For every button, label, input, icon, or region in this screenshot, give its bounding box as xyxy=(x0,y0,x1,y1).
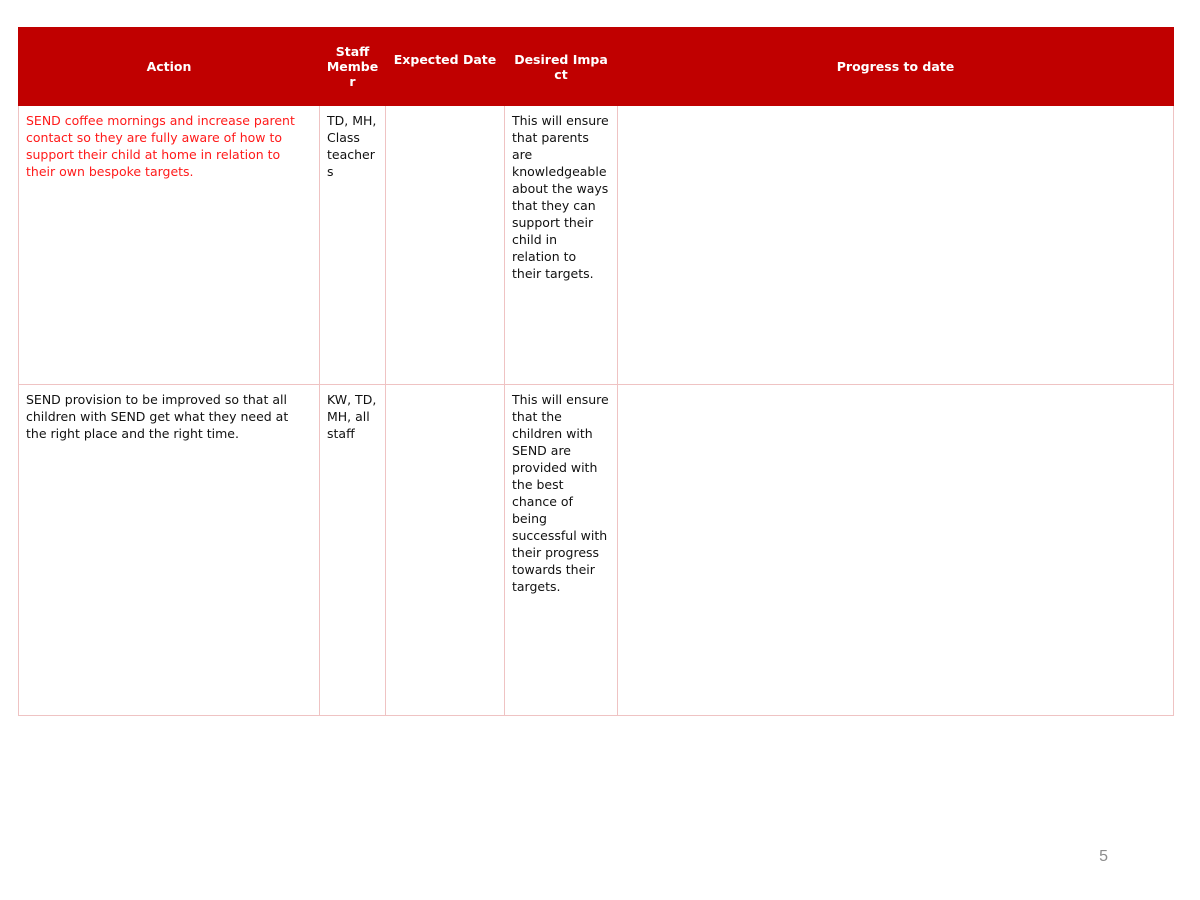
header-progress-to-date: Progress to date xyxy=(618,28,1174,106)
action-cell: SEND coffee mornings and increase parent contact so they are fully aware of how to support their child at home in relation to their own bespoke targets. xyxy=(19,106,320,385)
staff-cell: TD, MH, Class teacher s xyxy=(320,106,386,385)
expected-date-cell xyxy=(386,106,505,385)
progress-cell xyxy=(618,385,1174,716)
expected-date-cell xyxy=(386,385,505,716)
desired-impact-cell: This will ensure that parents are knowledgeable about the ways that they can support their child in relation to their targets. xyxy=(505,106,618,385)
header-action: Action xyxy=(19,28,320,106)
header-expected-date: Expected Date xyxy=(386,28,505,106)
table-row xyxy=(19,106,1174,385)
desired-impact-cell: This will ensure that the children with SEND are provided with the best chance of being successful with their progress towards their targets. xyxy=(505,385,618,716)
action-cell: SEND provision to be improved so that all children with SEND get what they need at the right place and the right time. xyxy=(19,385,320,716)
staff-cell: KW, TD, MH, all staff xyxy=(320,385,386,716)
header-desired-impact: Desired Impact xyxy=(505,28,618,106)
table-header-row xyxy=(19,28,1174,106)
header-staff-member: Staff Membe r xyxy=(320,28,386,106)
page-number: 5 xyxy=(1099,848,1108,865)
progress-cell xyxy=(618,106,1174,385)
action-plan-table xyxy=(18,27,1174,716)
table-row xyxy=(19,385,1174,716)
